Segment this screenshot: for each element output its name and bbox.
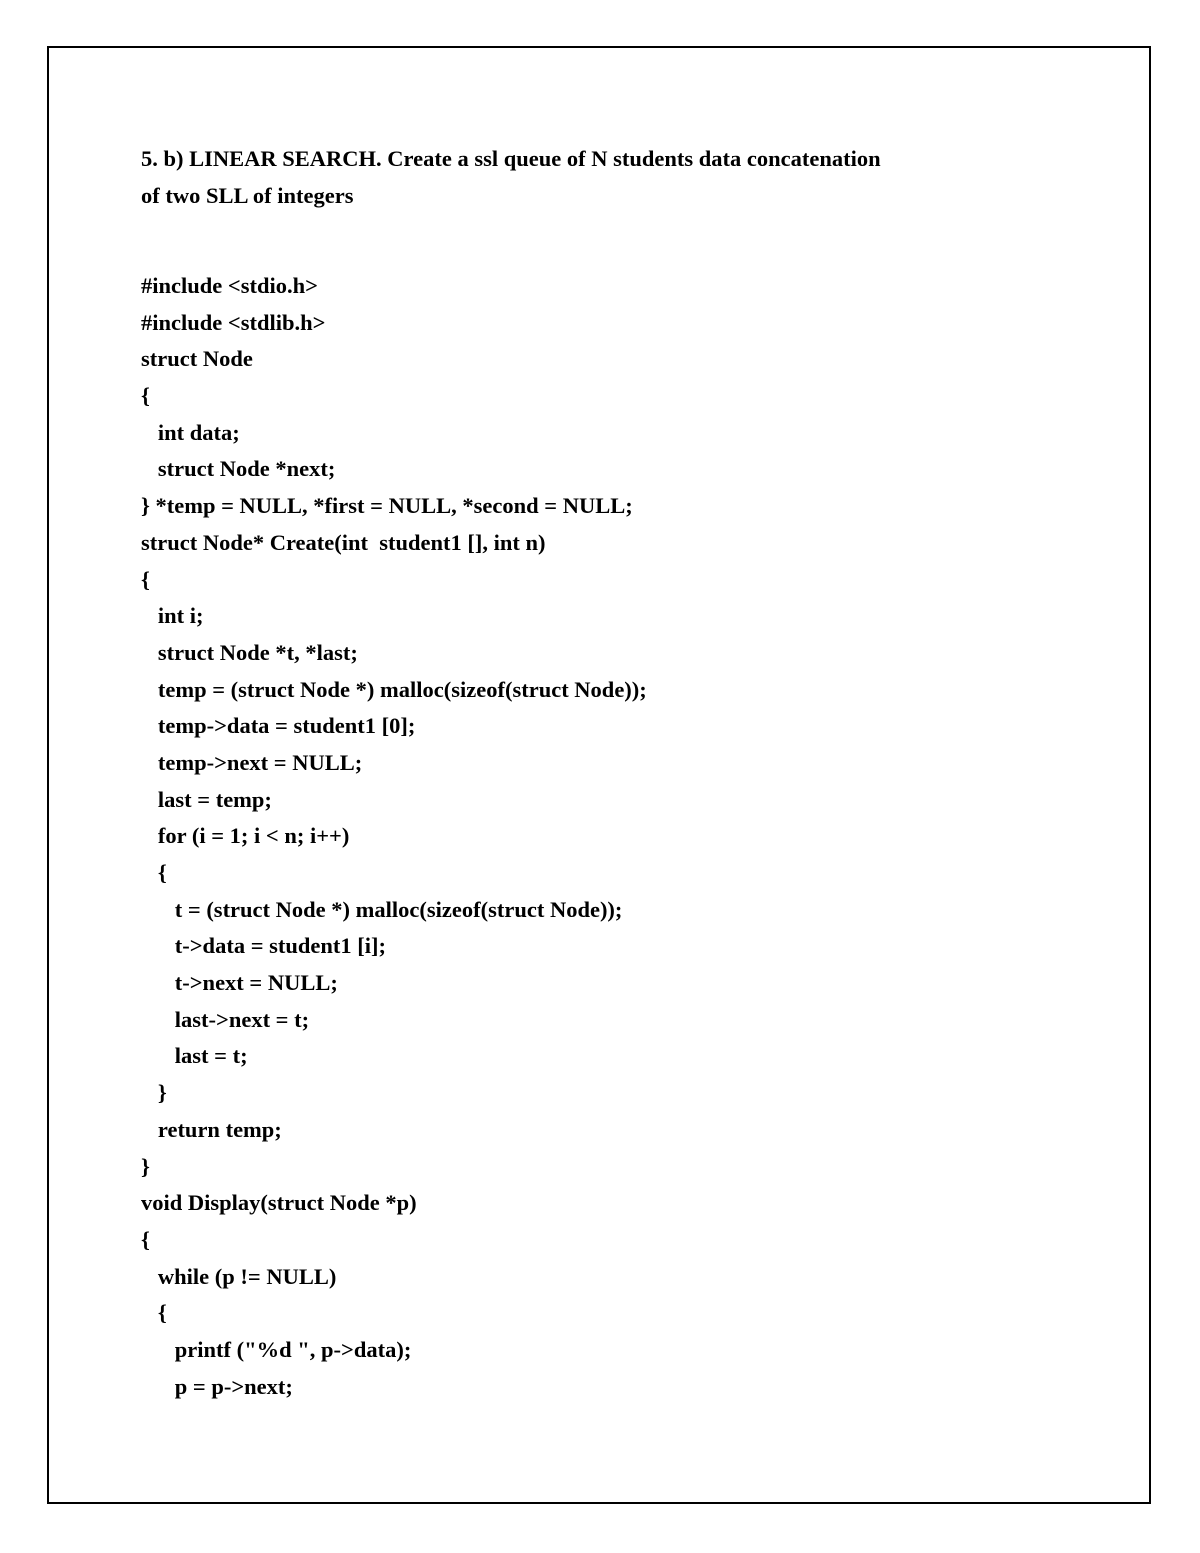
code-line: } *temp = NULL, *first = NULL, *second = NULL; (141, 493, 633, 519)
code-line: printf ("%d ", p->data); (141, 1336, 412, 1362)
code-line: { (141, 1226, 150, 1252)
code-line: struct Node* Create(int student1 [], int n) (141, 529, 546, 555)
code-line: p = p->next; (141, 1373, 293, 1399)
heading-line-1: 5. b) LINEAR SEARCH. Create a ssl queue of N students data concatenation (141, 146, 881, 171)
code-line: last = temp; (141, 786, 272, 812)
code-line: void Display(struct Node *p) (141, 1190, 417, 1216)
code-line: t = (struct Node *) malloc(sizeof(struct Node)); (141, 896, 623, 922)
code-line: temp->data = student1 [0]; (141, 713, 416, 739)
code-line: { (141, 1300, 167, 1326)
code-line: #include <stdlib.h> (141, 309, 326, 335)
code-line: temp->next = NULL; (141, 749, 363, 775)
code-line: temp = (struct Node *) malloc(sizeof(struct Node)); (141, 676, 647, 702)
code-line: struct Node *t, *last; (141, 639, 358, 665)
code-line: } (141, 1153, 150, 1179)
code-line: { (141, 860, 167, 885)
code-line: struct Node *next; (141, 456, 336, 482)
code-line: { (141, 383, 150, 409)
code-listing (141, 268, 647, 1405)
code-line: struct Node (141, 346, 253, 372)
heading-line-2: of two SLL of integers (141, 183, 354, 208)
code-line: #include <stdio.h> (141, 273, 318, 298)
code-line: last = t; (141, 1043, 248, 1069)
code-line: while (p != NULL) (141, 1263, 337, 1289)
code-line: t->next = NULL; (141, 970, 338, 996)
code-line: return temp; (141, 1116, 282, 1142)
code-line: int data; (141, 419, 240, 445)
section-heading (141, 140, 1081, 214)
code-line: for (i = 1; i < n; i++) (141, 823, 350, 849)
code-line: t->data = student1 [i]; (141, 933, 387, 959)
code-line: last->next = t; (141, 1006, 310, 1032)
code-line: } (141, 1080, 167, 1106)
code-line: int i; (141, 603, 204, 629)
code-line: { (141, 566, 150, 592)
